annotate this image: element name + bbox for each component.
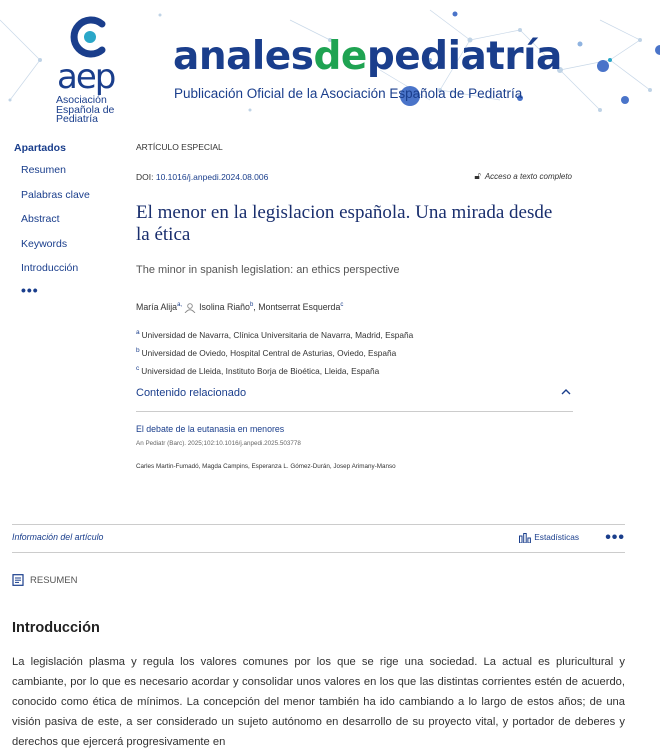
corresponding-author-icon[interactable] bbox=[184, 303, 196, 313]
author-name[interactable]: María Alija bbox=[136, 302, 178, 312]
full-text-access-label: Acceso a texto completo bbox=[484, 172, 572, 181]
statistics-label: Estadísticas bbox=[534, 532, 579, 542]
related-content-label: Contenido relacionado bbox=[136, 387, 247, 399]
sidebar-more-button[interactable]: ••• bbox=[21, 281, 39, 298]
full-text-access[interactable] bbox=[474, 171, 572, 182]
affiliation-item bbox=[136, 343, 413, 361]
aep-logo-icon bbox=[64, 14, 110, 60]
chevron-up-icon[interactable] bbox=[559, 385, 573, 399]
resumen-section-link[interactable] bbox=[12, 574, 78, 586]
sections-sidebar bbox=[14, 142, 114, 298]
related-article-authors: Carles Martin-Fumadó, Magda Campins, Esperanza L. Gómez-Durán, Josep Arimany-Manso bbox=[136, 463, 396, 470]
affiliation-text: Universidad de Oviedo, Hospital Central de Asturias, Oviedo, España bbox=[141, 347, 397, 358]
site-header bbox=[0, 0, 660, 128]
related-article-title[interactable]: El debate de la eutanasia en menores bbox=[136, 424, 285, 434]
document-icon bbox=[12, 574, 24, 586]
affiliation-text: Universidad de Lleida, Instituto Borja de Bioética, Lleida, España bbox=[141, 365, 380, 376]
sidebar-item-abstract[interactable]: Abstract bbox=[21, 213, 60, 225]
doi-prefix: DOI: bbox=[136, 172, 156, 182]
journal-tagline: Publicación Oficial de la Asociación Española de Pediatría bbox=[174, 86, 523, 101]
statistics-button[interactable] bbox=[519, 532, 579, 543]
sidebar-item-introduccion[interactable]: Introducción bbox=[21, 262, 79, 274]
introduction-paragraph: La legislación plasma y regula los valores comunes por los que se rige una sociedad. La actual es pluricultural y cambiante, por lo que es necesario acordar y consolidar unos valores en los que las distintas corrientes estén de acuerdo, conocido como ética de mínimos. La concepción del menor también ha ido cambiando a lo largo de estos años; de una visión pasiva de este, a ser considerado un sujeto autónomo en desarrollo de su proyecto vital, y portador de deberes y derechos que ejercerá progresivamente en bbox=[12, 656, 625, 748]
author-sup: b bbox=[249, 302, 254, 309]
resumen-label: RESUMEN bbox=[30, 575, 78, 586]
sidebar-item-keywords[interactable]: Keywords bbox=[21, 237, 68, 250]
author-sup: c bbox=[340, 302, 344, 309]
article-title-english: The minor in spanish legislation: an ethics perspective bbox=[136, 264, 400, 276]
aep-logo-mark: aep bbox=[57, 57, 115, 97]
author-list: María Alija$^{a,}$ Isolina Riaño$^b$, Montserrat Esquerda$^c$ bbox=[136, 302, 344, 312]
affiliation-item bbox=[136, 325, 413, 343]
affiliation-sup: a bbox=[136, 329, 140, 336]
author-name[interactable]: Montserrat Esquerda bbox=[258, 302, 341, 312]
sidebar-item-resumen[interactable]: Resumen bbox=[21, 164, 66, 176]
author-name[interactable]: Isolina Riaño bbox=[199, 302, 250, 312]
sidebar-item-palabras-clave[interactable]: Palabras clave bbox=[21, 188, 90, 201]
doi-row bbox=[136, 172, 576, 182]
introduction-heading: Introducción bbox=[12, 620, 100, 636]
sidebar-title: Apartados bbox=[14, 142, 66, 154]
unlock-icon: 🔓︎ bbox=[474, 171, 481, 182]
brand-part-de: de bbox=[313, 34, 367, 79]
brand-part-anales: anales bbox=[173, 34, 314, 79]
article-info-bar bbox=[12, 524, 625, 553]
affiliations bbox=[136, 325, 413, 378]
more-options-button[interactable]: ••• bbox=[605, 529, 625, 546]
bar-chart-icon bbox=[519, 533, 531, 543]
affiliation-item bbox=[136, 361, 413, 379]
brand-part-pediatria: pediatría bbox=[366, 34, 562, 79]
journal-brand[interactable] bbox=[173, 34, 562, 80]
affiliation-sup: c bbox=[136, 364, 140, 372]
aep-logo-subtitle: Asociación Española de Pediatría bbox=[56, 94, 115, 125]
affiliation-sup: b bbox=[136, 346, 140, 354]
article-header bbox=[136, 142, 576, 470]
article-info-toggle[interactable]: Información del artículo bbox=[12, 532, 104, 542]
article-title: El menor en la legislacion española. Una mirada desde la ética bbox=[136, 202, 553, 245]
related-article-citation: An Pediatr (Barc). 2025;102:10.1016/j.anpedi.2025.503778 bbox=[136, 440, 301, 447]
related-content-toggle[interactable] bbox=[136, 382, 573, 412]
article-type: ARTÍCULO ESPECIAL bbox=[136, 142, 223, 152]
doi-link[interactable]: 10.1016/j.anpedi.2024.08.006 bbox=[155, 172, 269, 182]
affiliation-text: Universidad de Navarra, Clínica Universitaria de Navarra, Madrid, España bbox=[141, 329, 414, 340]
author-sup: a, bbox=[177, 302, 183, 309]
